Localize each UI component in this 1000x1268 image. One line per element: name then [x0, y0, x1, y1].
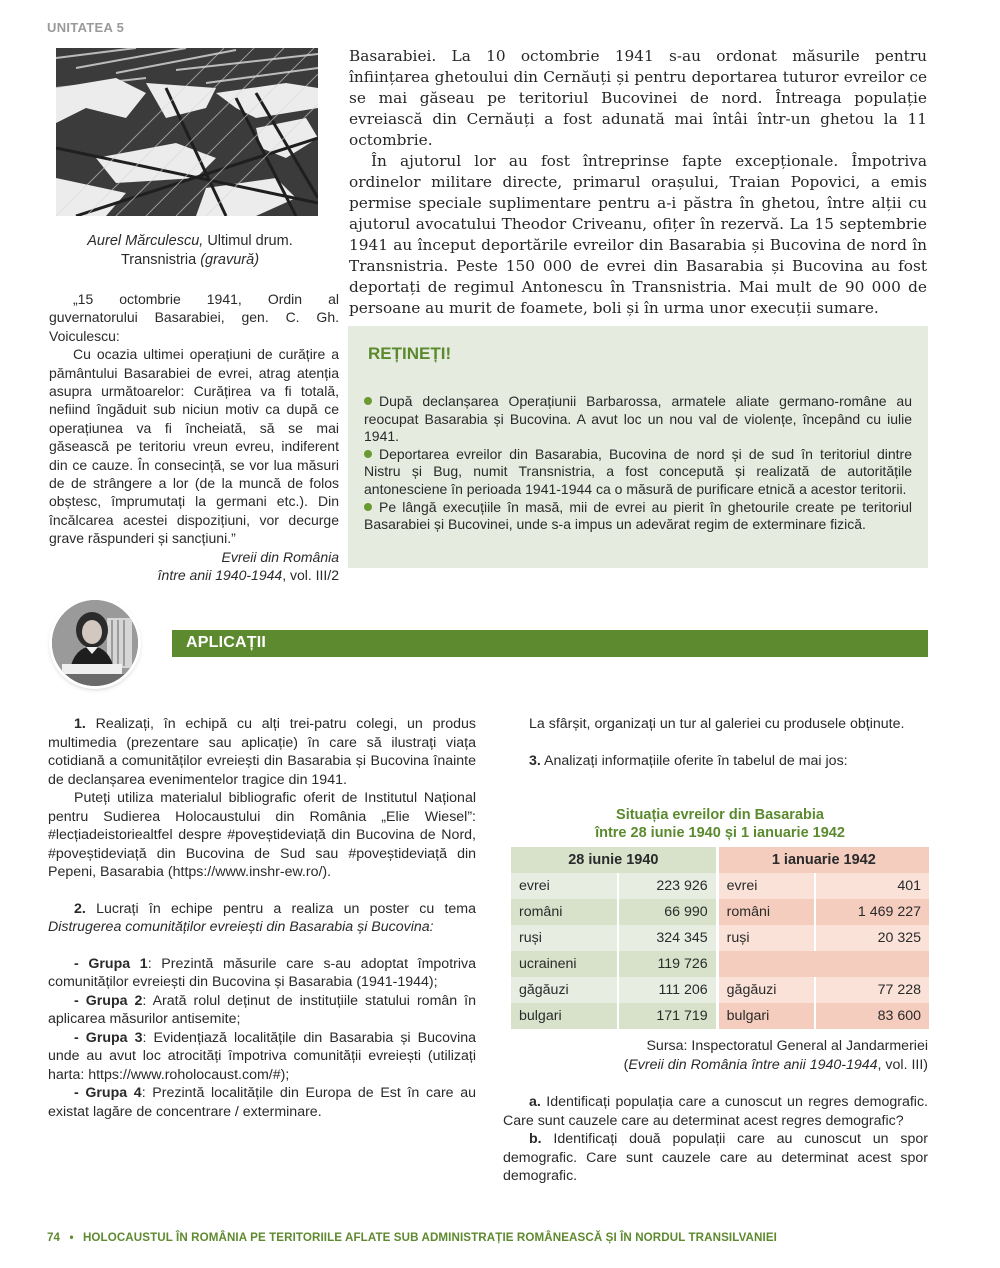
page-footer — [47, 1231, 777, 1244]
task-3-questions — [503, 1093, 928, 1186]
table-row: români 66 990 români 1 469 227 — [511, 899, 929, 925]
caption-line2: Transnistria — [120, 252, 201, 268]
retineti-list — [364, 393, 912, 534]
portrait-illustration — [52, 600, 138, 686]
main-paragraph-1: Basarabiei. La 10 octombrie 1941 s-au ordonat măsurile pentru înființarea ghetoului din Cernăuți și pentru deportarea tuturor evreilor ce se mai găseau pe teritoriul Bucovinei de nord. Întreaga populație evreiască din Cernăuți a fost adunată mai întâi într-un ghetou la 11 octombrie. — [349, 47, 927, 149]
table-row: evrei 223 926 evrei 401 — [511, 873, 929, 899]
page-number: 74 — [47, 1231, 61, 1244]
bullet-icon — [364, 397, 372, 405]
table-row: ruși 324 345 ruși 20 325 — [511, 925, 929, 951]
portrait-photo — [52, 600, 138, 686]
table-row: ucraineni 119 726 — [511, 951, 929, 977]
footer-separator: • — [69, 1231, 74, 1244]
retineti-box — [348, 326, 928, 568]
task-1-resources: Puteți utiliza materialul bibliografic oferit de Institutul Național pentru Sudierea Holocaustului din România „Elie Wiesel”: #lecțiadeistoriealtfel despre #poveștideviață din Bucovina de Nord, #poveștideviață din Bucovina de Sud sau #poveștideviață din Pepeni, Basarabia (https://www.inshr-ew.ro/). — [48, 790, 476, 880]
task-2: 2. Lucrați în echipe pentru a realiza un poster cu tema Distrugerea comunităților evreiești din Basarabia și Bucovina: — [48, 900, 476, 935]
quote-source-line1: Evreii din România — [221, 548, 339, 565]
task-1-closing: La sfârșit, organizați un tur al galeriei cu produsele obținute. — [529, 716, 905, 732]
task-2-group-2: - Grupa 2: Arată rolul deținut de instituțiile statului român în aplicarea măsurilor antisemite; — [48, 992, 477, 1027]
caption-title: Ultimul drum. — [203, 233, 293, 249]
main-paragraph-2: În ajutorul lor au fost întreprinse fapte excepționale. Împotriva ordinelor militare directe, primarul orașului, Traian Popovici, a emis permise speciale suplimentare pentru a-i păstra în ghetou, între alții cu ajutorul avocatului Theodor Criveanu, ofițer în rezervă. La 15 septembrie 1941 au început deportările evreilor din Basarabia și Bucovina de nord în Transnistria. Peste 150 000 de evrei din Basarabia și Bucovina au fost deportați de regimul Antonescu în Transnistria. Mai mult de 90 000 de persoane au murit de foamete, boli și în urma unor execuții sumare. — [349, 152, 927, 317]
retineti-item: După declanșarea Operațiunii Barbarossa, armatele aliate germano-române au reocupat Basarabia și Bucovina. A avut loc un nou val de violențe, începând cu iulie 1941. — [364, 393, 912, 445]
quote-source-rest: , vol. III/2 — [282, 567, 339, 584]
caption-author: Aurel Mărculescu, — [87, 233, 204, 249]
quote-intro: „15 octombrie 1941, Ordin al guvernatorului Basarabiei, gen. C. Gh. Voiculescu: — [49, 291, 339, 344]
table-header-1940: 28 iunie 1940 — [511, 847, 717, 873]
retineti-item: Deportarea evreilor din Basarabia, Bucovina de nord și de sud în teritoriul dintre Nistru și Bug, numit Transnistria, a fost concepută și realizată de autoritățile antonesciene în perioada 1941-1944 ca o măsură de purificare etnică a acestor teritorii. — [364, 445, 912, 497]
task-3: 3. Analizați informațiile oferite în tabelul de mai jos: — [529, 752, 848, 769]
table-title: Situația evreilor din Basarabia între 28 iunie 1940 și 1 ianuarie 1942 — [595, 807, 845, 841]
question-a: a. Identificați populația care a cunoscut un regres demografic. Care sunt cauzele care au determinat acest regres demografic? — [503, 1094, 928, 1129]
quote-source — [49, 548, 339, 585]
table-source: Sursa: Inspectoratul General al Jandarmeriei (Evreii din România între anii 1940-1944, vol. III) — [623, 1038, 928, 1073]
retineti-title: REȚINEȚI! — [368, 344, 452, 363]
table-header-1942: 1 ianuarie 1942 — [717, 847, 929, 873]
footer-title: HOLOCAUSTUL ÎN ROMÂNIA PE TERITORIILE AFLATE SUB ADMINISTRAȚIE ROMÂNEASCĂ ȘI ÎN NORDUL TRANSILVANIEI — [82, 1231, 777, 1244]
engraving-caption — [40, 232, 340, 270]
aplicatii-title: APLICAȚII — [186, 634, 267, 651]
caption-type: (gravură) — [200, 252, 260, 268]
historical-quote — [49, 290, 339, 585]
quote-body: Cu ocazia ultimei operațiuni de curățire a pământului Basarabiei de evrei, atrag atenția asupra următoarelor: Curățirea va fi totală, nefiind îngăduit sub niciun motiv ca după ce operațiunea va fi încheiată, să se mai găsească pe teritoriu vreun evreu, indiferent din ce cauze. În consecință, se vor lua măsuri de de strângere a lor (de la muncă de folos obștesc, împrumutați la germani etc.). Din încălcarea acestei dispozițiuni, vor decurge grave răspunderi și sancțiuni.” — [49, 346, 339, 547]
retineti-item: Pe lângă execuțiile în masă, mii de evrei au pierit în ghetourile create pe teritoriul Basarabiei și Bucovinei, unde s-a impus un adevărat regim de exterminare fizică. — [364, 498, 912, 533]
tasks-left-column — [48, 715, 476, 1121]
task-2-group-1: - Grupa 1: Prezintă măsurile care s-au adoptat împotriva comunităților evreiești din Bucovina și Basarabia (1941-1944); — [48, 955, 476, 990]
aplicatii-header — [172, 630, 928, 657]
task-2-group-3: - Grupa 3: Evidențiază localitățile din Basarabia și Bucovina unde au avut loc atrocități împotriva comunității evreiești (utilizați harta: https://www.roholocaust.com/#); — [48, 1029, 476, 1083]
bullet-icon — [364, 450, 372, 458]
table-row: găgăuzi 111 206 găgăuzi 77 228 — [511, 977, 929, 1003]
unit-label: UNITATEA 5 — [47, 20, 125, 35]
quote-source-italic: între anii 1940-1944 — [157, 567, 283, 584]
task-2-group-4: - Grupa 4: Prezintă localitățile din Europa de Est în care au existat lagăre de concentrare / exterminare. — [48, 1085, 477, 1120]
table-row: bulgari 171 719 bulgari 83 600 — [511, 1003, 929, 1029]
task-1: 1. Realizați, în echipă cu alți trei-patru colegi, un produs multimedia (prezentare sau aplicație) în care să ilustrați viața cotidiană a comunităților evreiești din Basarabia și Bucovina înainte de declanșarea evenimentelor tragice din 1941. — [48, 716, 476, 788]
engraving-image — [56, 48, 318, 216]
main-text — [349, 46, 927, 319]
bullet-icon — [364, 503, 372, 511]
engraving-illustration — [56, 48, 318, 216]
question-b: b. Identificați două populații care au cunoscut un spor demografic. Care sunt cauzele care au determinat acest spor demografic. — [503, 1131, 928, 1184]
population-table — [511, 847, 929, 1029]
tasks-right-column — [503, 715, 928, 770]
